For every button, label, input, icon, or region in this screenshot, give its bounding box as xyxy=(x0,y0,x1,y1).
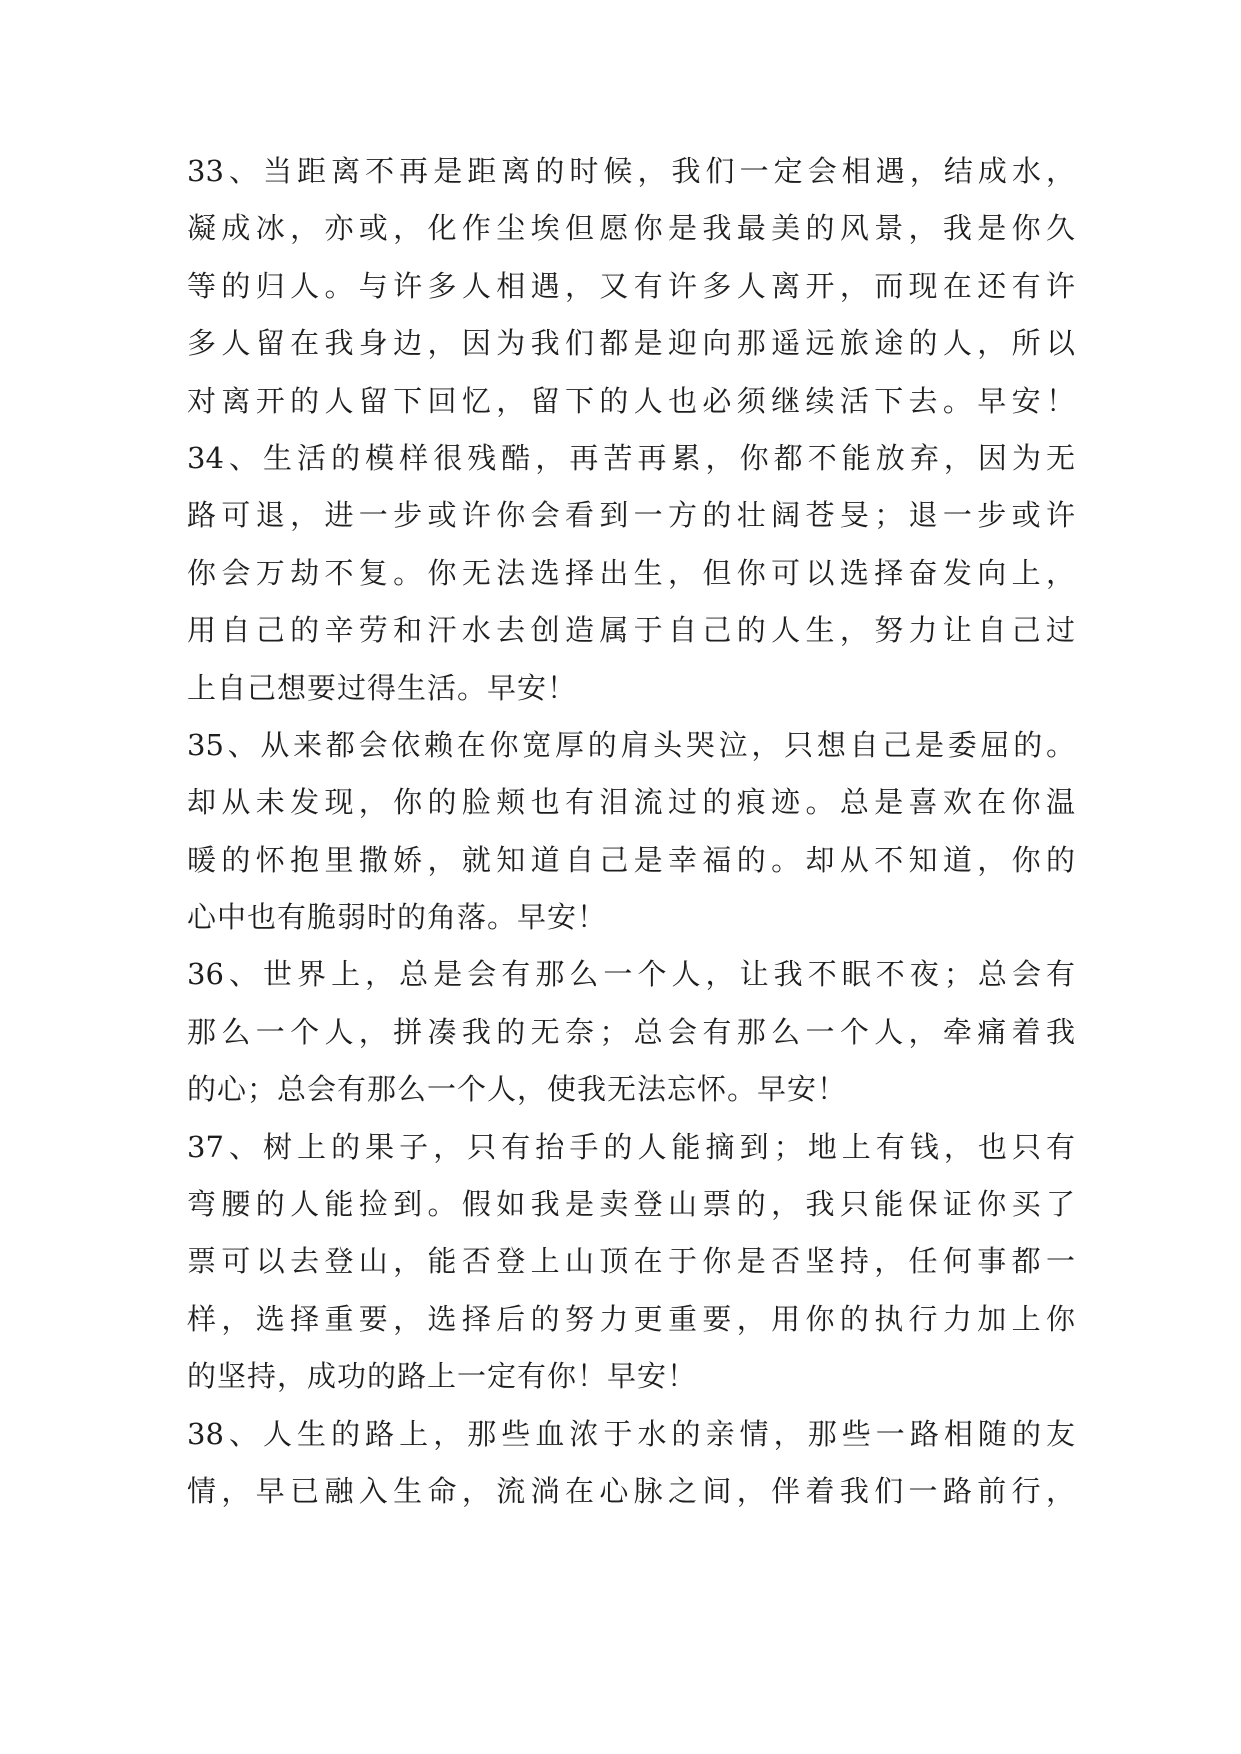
text-line: 多人留在我身边，因为我们都是迎向那遥远旅途的人，所以 xyxy=(187,326,1075,361)
text-line: 情，早已融入生命，流淌在心脉之间，伴着我们一路前行， xyxy=(187,1473,1075,1508)
paragraph-34 xyxy=(187,430,1075,717)
text-line: 那么一个人，拼凑我的无奈；总会有那么一个人，牵痛着我 xyxy=(187,1014,1075,1049)
text-line: 你会万劫不复。你无法选择出生，但你可以选择奋发向上， xyxy=(187,555,1075,590)
text-line: 对离开的人留下回忆，留下的人也必须继续活下去。早安！ xyxy=(187,383,1075,418)
text-line: 35、从来都会依赖在你宽厚的肩头哭泣，只想自己是委屈的。 xyxy=(187,727,1075,762)
text-line: 33、当距离不再是距离的时候，我们一定会相遇，结成水， xyxy=(187,154,1075,188)
text-line: 凝成冰，亦或，化作尘埃但愿你是我最美的风景，我是你久 xyxy=(187,211,1075,246)
paragraph-37 xyxy=(187,1119,1075,1406)
paragraph-36 xyxy=(187,946,1075,1118)
text-line: 却从未发现，你的脸颊也有泪流过的痕迹。总是喜欢在你温 xyxy=(187,785,1075,820)
text-line: 的坚持，成功的路上一定有你！早安！ xyxy=(187,1359,698,1394)
text-line: 暖的怀抱里撒娇，就知道自己是幸福的。却从不知道，你的 xyxy=(187,842,1075,877)
text-line: 34、生活的模样很残酷，再苦再累，你都不能放弃，因为无 xyxy=(187,440,1075,475)
text-line: 心中也有脆弱时的角落。早安！ xyxy=(187,900,608,935)
text-line: 弯腰的人能捡到。假如我是卖登山票的，我只能保证你买了 xyxy=(187,1187,1075,1222)
text-line: 上自己想要过得生活。早安！ xyxy=(187,670,578,705)
text-line: 等的归人。与许多人相遇，又有许多人离开，而现在还有许 xyxy=(187,268,1075,303)
text-line: 的心；总会有那么一个人，使我无法忘怀。早安！ xyxy=(187,1072,848,1107)
text-line: 38、人生的路上，那些血浓于水的亲情，那些一路相随的友 xyxy=(187,1416,1075,1451)
paragraph-35 xyxy=(187,717,1075,947)
paragraph-38 xyxy=(187,1406,1075,1521)
text-line: 36、世界上，总是会有那么一个人，让我不眠不夜；总会有 xyxy=(187,957,1075,992)
document-body xyxy=(187,143,1075,1520)
text-line: 样，选择重要，选择后的努力更重要，用你的执行力加上你 xyxy=(187,1301,1075,1336)
text-line: 37、树上的果子，只有抬手的人能摘到；地上有钱，也只有 xyxy=(187,1129,1075,1164)
text-line: 票可以去登山，能否登上山顶在于你是否坚持，任何事都一 xyxy=(187,1244,1075,1279)
text-line: 用自己的辛劳和汗水去创造属于自己的人生，努力让自己过 xyxy=(187,613,1075,648)
text-line: 路可退，进一步或许你会看到一方的壮阔苍旻；退一步或许 xyxy=(187,498,1075,533)
paragraph-33 xyxy=(187,143,1075,430)
